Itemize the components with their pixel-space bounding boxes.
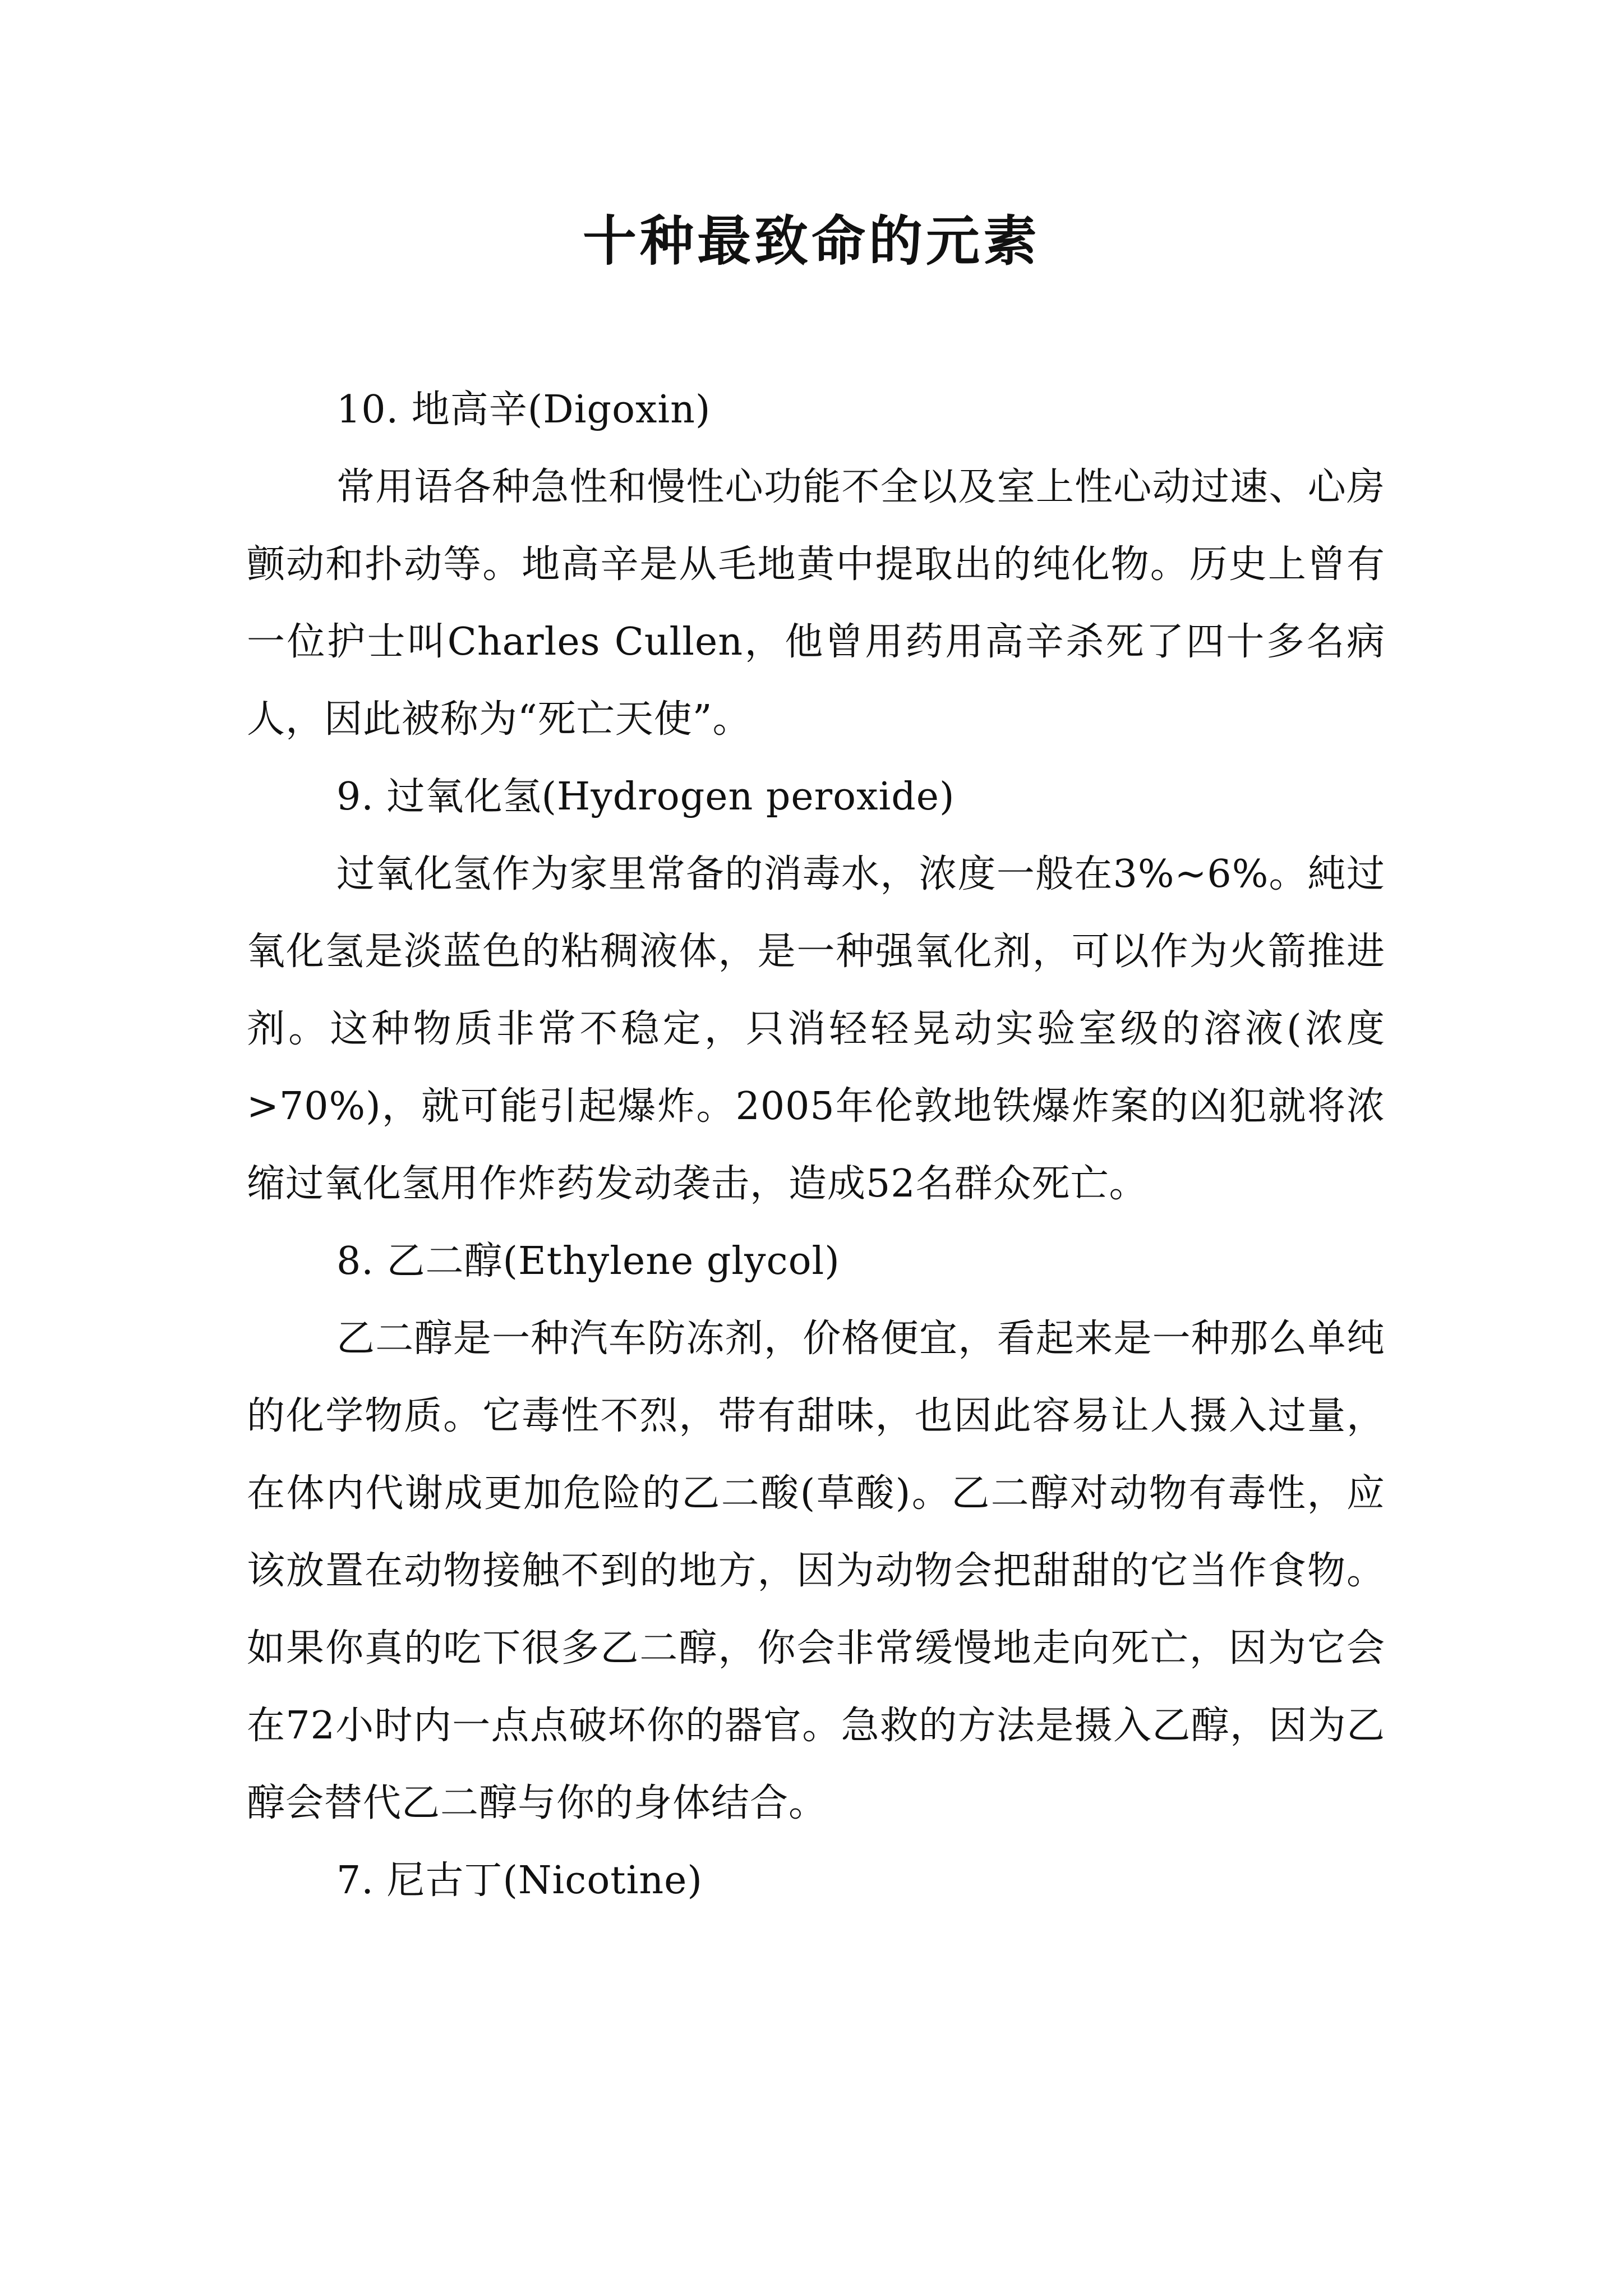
section-heading-nicotine: 7. 尼古丁(Nicotine) (336, 1858, 703, 1903)
section-paragraph-ethylene-glycol: 乙二醇是一种汽车防冻剂，价格便宜，看起来是一种那么单纯的化学物质。它毒性不烈，带有甜味，也因此容易让人摄入过量，在体内代谢成更加危险的乙二酸(草酸)。乙二醇对动物有毒性，应该放置在动物接触不到的地方，因为动物会把甜甜的它当作食物。如果你真的吃下很多乙二醇，你会非常缓慢地走向死亡，因为它会在72小时内一点点破坏你的器官。急救的方法是摄入乙醇，因为乙醇会替代乙二醇与你的身体结合。 (247, 1317, 1385, 1825)
section-heading-hydrogen-peroxide: 9. 过氧化氢(Hydrogen peroxide) (336, 775, 955, 819)
document-body (247, 371, 1385, 1920)
page-title: 十种最致命的元素 (583, 209, 1040, 273)
section-paragraph-hydrogen-peroxide: 过氧化氢作为家里常备的消毒水，浓度一般在3%~6%。純过氧化氢是淡蓝色的粘稠液体，是一种强氧化剂，可以作为火箭推进剂。这种物质非常不稳定，只消轻轻晃动实验室级的溶液(浓度>70%)，就可能引起爆炸。2005年伦敦地铁爆炸案的凶犯就将浓缩过氧化氢用作炸药发动袭击，造成52名群众死亡。 (247, 852, 1385, 1206)
section-heading-digoxin: 10. 地高辛(Digoxin) (336, 388, 711, 432)
section-heading-ethylene-glycol: 8. 乙二醇(Ethylene glycol) (336, 1239, 840, 1283)
section-paragraph-digoxin: 常用语各种急性和慢性心功能不全以及室上性心动过速、心房颤动和扑动等。地高辛是从毛地黄中提取出的纯化物。历史上曾有一位护士叫Charles Cullen，他曾用药用高辛杀死了四十多名病人，因此被称为“死亡天使”。 (247, 465, 1385, 742)
